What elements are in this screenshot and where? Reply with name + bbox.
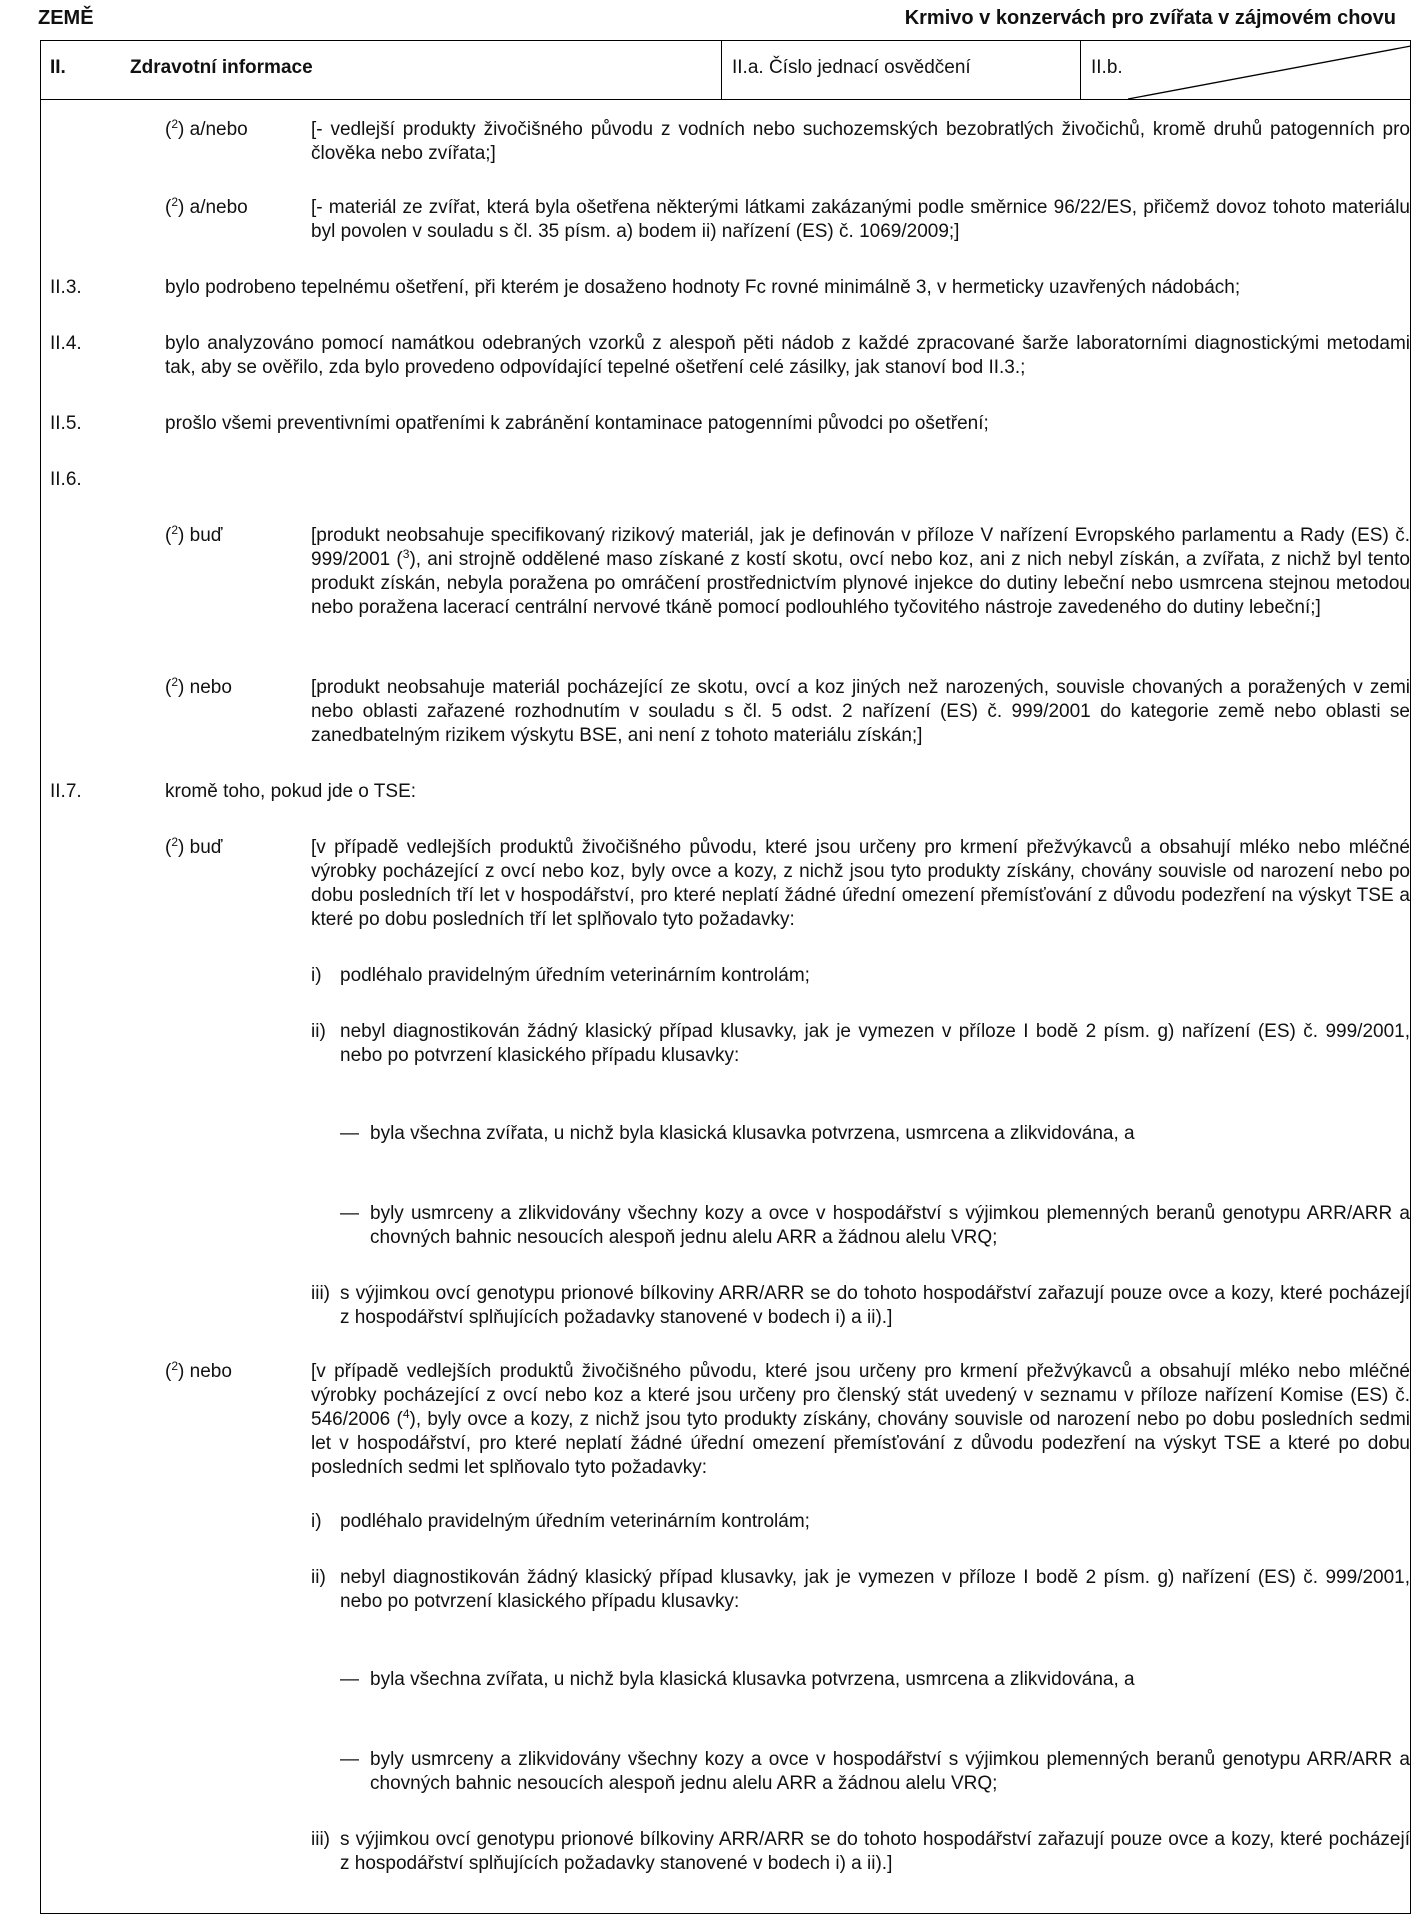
item-text: [- materiál ze zvířat, která byla ošetřena některými látkami zakázanými podle směrnice 96/22/ES, přičemž dovoz tohoto materiálu byl povolen v souladu s čl. 35 písm. a) bodem ii) nařízení (ES) č. 1069/2009;] (311, 197, 1410, 242)
item-text: kromě toho, pokud jde o TSE: (165, 781, 417, 802)
dash-bullet: — (340, 1123, 359, 1144)
header-diagonal-line (1080, 40, 1411, 99)
sub-label: iii) (311, 1829, 330, 1850)
dash-bullet: — (340, 1669, 359, 1690)
item-number: II.6. (50, 469, 82, 490)
item-number: II.7. (50, 781, 82, 802)
item-text: [produkt neobsahuje specifikovaný rizikový materiál, jak je definován v příloze V nařízení Evropského parlamentu a Rady (ES) č. 999/2001 ($^3$), ani strojně oddělené maso získané z kostí skotu, ovcí nebo koz, ani z nich nebyl získán, a zvířata, z nichž byl tento produkt získán, nebyla poražena po omráčení prostřednictvím plynové injekce do dutiny lebeční nebo usmrcena stejnou metodou nebo poražena lacerací centrální nervové tkáně pomocí podlouhlého tyčovitého nástroje zavedeného do dutiny lebeční;] (311, 525, 1410, 618)
section-number: II. (50, 57, 66, 78)
iib-label: II.b. (1091, 57, 1123, 78)
reference-number-label: II.a. Číslo jednací osvědčení (732, 57, 971, 78)
item-label: ($^2$) nebo (165, 675, 232, 698)
item-text: bylo podrobeno tepelnému ošetření, při kterém je dosaženo hodnoty Fc rovné minimálně 3, v hermeticky uzavřených nádobách; (165, 277, 1241, 298)
item-text: [v případě vedlejších produktů živočišného původu, které jsou určeny pro krmení přežvýkavců a obsahují mléko nebo mléčné výrobky pocházející z ovcí nebo koz, byly ovce a kozy, z nichž jsou tyto produkty získány, chovány souvisle od narození nebo po dobu posledních tří let v hospodářství, pro které neplatí žádné úřední omezení přemísťování z důvodu podezření na výskyt TSE a které po dobu posledních tří let splňovalo tyto požadavky: (311, 837, 1410, 930)
section-title: Zdravotní informace (130, 57, 313, 78)
item-text: [produkt neobsahuje materiál pocházející ze skotu, ovcí a koz jiných než narozených, souvisle chovaných a poražených v zemi nebo oblasti zařazené rozhodnutím v souladu s čl. 5 odst. 2 nařízení (ES) č. 999/2001 do kategorie země nebo oblasti se zanedbatelným rizikem výskytu BSE, ani není z tohoto materiálu získán;] (311, 677, 1410, 746)
sub-text: s výjimkou ovcí genotypu prionové bílkoviny ARR/ARR se do tohoto hospodářství zařazují pouze ovce a kozy, které pocházejí z hospodářství splňujících požadavky stanovené v bodech i) a ii).] (340, 1829, 1410, 1874)
sub-text: podléhalo pravidelným úředním veterinárním kontrolám; (340, 965, 810, 986)
sub-text: s výjimkou ovcí genotypu prionové bílkoviny ARR/ARR se do tohoto hospodářství zařazují pouze ovce a kozy, které pocházejí z hospodářství splňujících požadavky stanovené v bodech i) a ii).] (340, 1283, 1410, 1328)
item-label: ($^2$) buď (165, 835, 223, 858)
sub-label: ii) (311, 1567, 326, 1588)
item-number: II.5. (50, 413, 82, 434)
sub-text: nebyl diagnostikován žádný klasický případ klusavky, jak je vymezen v příloze I bodě 2 písm. g) nařízení (ES) č. 999/2001, nebo po potvrzení klasického případu klusavky: (340, 1021, 1410, 1066)
dash-text: byly usmrceny a zlikvidovány všechny kozy a ovce v hospodářství s výjimkou plemenných beranů genotypu ARR/ARR a chovných bahnic nesoucích alespoň jednu alelu ARR a žádnou alelu VRQ; (370, 1203, 1410, 1248)
country-label: ZEMĚ (38, 7, 94, 29)
dash-text: byly usmrceny a zlikvidovány všechny kozy a ovce v hospodářství s výjimkou plemenných beranů genotypu ARR/ARR a chovných bahnic nesoucích alespoň jednu alelu ARR a žádnou alelu VRQ; (370, 1749, 1410, 1794)
item-label: ($^2$) buď (165, 523, 223, 546)
item-text: [- vedlejší produkty živočišného původu z vodních nebo suchozemských bezobratlých živočichů, kromě druhů patogenních pro člověka nebo zvířata;] (311, 119, 1410, 164)
sub-text: nebyl diagnostikován žádný klasický případ klusavky, jak je vymezen v příloze I bodě 2 písm. g) nařízení (ES) č. 999/2001, nebo po potvrzení klasického případu klusavky: (340, 1567, 1410, 1612)
item-text: bylo analyzováno pomocí namátkou odebraných vzorků z alespoň pěti nádob z každé zpracované šarže laboratorními diagnostickými metodami tak, aby se ověřilo, zda bylo provedeno odpovídající tepelné ošetření celé zásilky, jak stanoví bod II.3.; (165, 333, 1410, 378)
item-label: ($^2$) a/nebo (165, 195, 248, 218)
item-label: ($^2$) nebo (165, 1359, 232, 1382)
header-divider (40, 99, 1411, 100)
item-label: ($^2$) a/nebo (165, 117, 248, 140)
item-number: II.3. (50, 277, 82, 298)
document-title: Krmivo v konzervách pro zvířata v zájmovém chovu (904, 7, 1396, 29)
dash-bullet: — (340, 1749, 359, 1770)
header-col-divider-1 (721, 40, 722, 99)
item-number: II.4. (50, 333, 82, 354)
sub-label: i) (311, 965, 322, 986)
sub-label: ii) (311, 1021, 326, 1042)
item-text: [v případě vedlejších produktů živočišného původu, které jsou určeny pro krmení přežvýkavců a obsahují mléko nebo mléčné výrobky pocházející z ovcí nebo koz a které jsou určeny pro členský stát uvedený v seznamu v příloze nařízení Komise (ES) č. 546/2006 ($^4$), byly ovce a kozy, z nichž jsou tyto produkty získány, chovány souvisle od narození nebo po dobu posledních sedmi let v hospodářství, pro které neplatí žádné úřední omezení přemísťování z důvodu podezření na výskyt TSE a které po dobu posledních sedmi let splňovalo tyto požadavky: (311, 1361, 1411, 1478)
dash-bullet: — (340, 1203, 359, 1224)
sub-label: iii) (311, 1283, 330, 1304)
sub-text: podléhalo pravidelným úředním veterinárním kontrolám; (340, 1511, 810, 1532)
dash-text: byla všechna zvířata, u nichž byla klasická klusavka potvrzena, usmrcena a zlikvidována, a (370, 1669, 1135, 1690)
sub-label: i) (311, 1511, 322, 1532)
item-text: prošlo všemi preventivními opatřeními k zabránění kontaminace patogenními původci po ošetření; (165, 413, 989, 434)
dash-text: byla všechna zvířata, u nichž byla klasická klusavka potvrzena, usmrcena a zlikvidována, a (370, 1123, 1135, 1144)
